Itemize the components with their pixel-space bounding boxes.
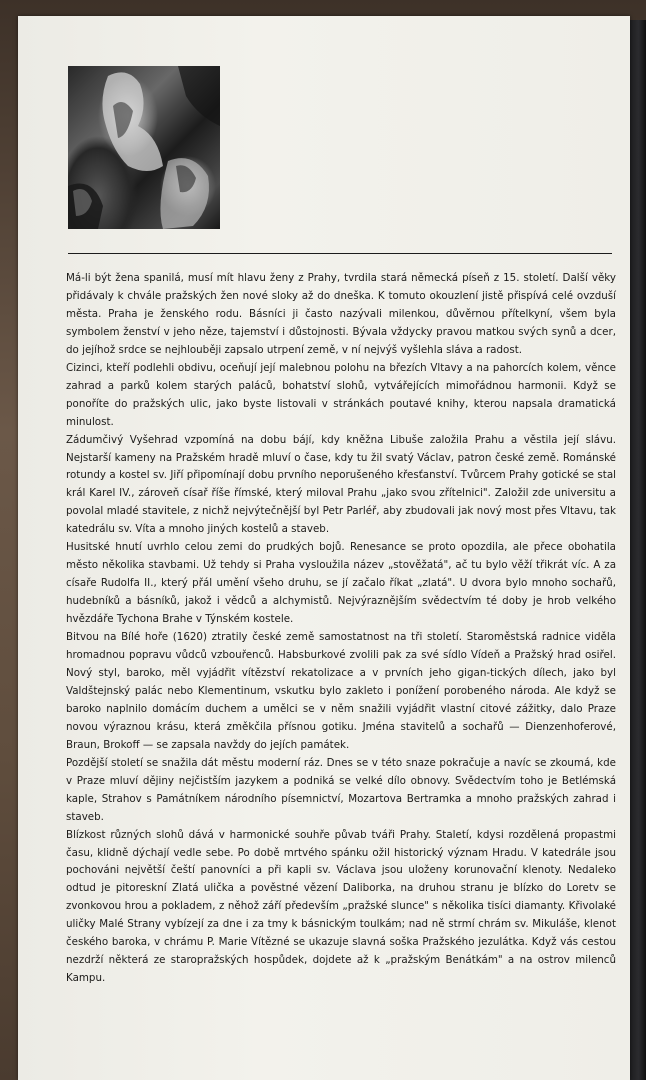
paragraph: Blízkost různých slohů dává v harmonické souhře půvab tváři Prahy. Staletí, kdysi rozdělená propastmi času, klidně dýchají vedle sebe. Po době mrtvého spánku ožil historický význam Hradu. V katedrále jsou pochováni největší čeští panovníci a při kapli sv. Václava jsou uloženy korunovační klenoty. Nedaleko odtud je pitoreskní Zlatá ulička a pověstné vězení Daliborka, na druhou stranu je blízko do Loretv se zvonkovou hrou a pokladem, z něhož září především „pražské slunce" s několika tisíci diamanty. Křivolaké uličky Malé Strany vybízejí za dne i za tmy k básnickým toulkám; nad ně strmí chrám sv. Mikuláše, klenot českého baroka, v chrámu P. Marie Vítězné se ukazuje slavná soška Pražského jezulátka. Když vás cestou nezdrží některá ze staropražských hospůdek, dojdete až k „pražským Benátkám" a na ostrov milenců Kampu.	[66, 828, 616, 985]
paragraph: Bitvou na Bílé hoře (1620) ztratily české země samostatnost na tři století. Staroměstská radnice viděla hromadnou popravu vůdců vzbouřenců. Habsburkové zvolili pak za své sídlo Vídeň a Pražský hrad osiřel. Nový styl, baroko, měl vyjádřit vítězství rekatolizace a v prvních jeho gigan-tických dílech, jako byl Valdštejnský palác nebo Klementinum, vskutku bylo zakleto i ponížení porobeného národa. Ale když se baroko naplnilo domácím duchem a umělci se v něm snažili vyjádřit vlastní citové zážitky, dalo Praze novou výraznou krásu, která změkčila přísnou gotiku. Jména stavitelů a sochařů — Dienzenhoferové, Braun, Brokoff — se zapsala navždy do jejích památek.	[66, 631, 616, 751]
paragraph: Zádumčivý Vyšehrad vzpomíná na dobu bájí, kdy kněžna Libuše založila Prahu a věstila její slávu. Nejstarší kameny na Pražském hradě mluví o čase, kdy tu žil svatý Václav, patron české země. Románské rotundy a kostel sv. Jiří připomínají dobu prvního neporušeného křesťanství. Tvůrcem Prahy gotické se stal král Karel IV., zároveň císař říše římské, který miloval Prahu „jako svou zřítelnici". Založil zde universitu a povolal mladé stavitele, z nichž nejvýtečnější byl Petr Parléř, aby zbudovali jak nový most přes Vltavu, tak katedrálu sv. Víta a mnoho jiných kostelů a staveb.	[66, 433, 616, 536]
paragraph: Pozdější století se snažila dát městu moderní ráz. Dnes se v této snaze pokračuje a navíc se zkoumá, kde v Praze mluví dějiny nejčistším jazykem a podniká se velké dílo obnovy. Svědectvím toho je Betlémská kaple, Strahov s Památníkem národního písemnictví, Mozartova Bertramka a mnoho pražských zahrad i staveb.	[66, 756, 616, 823]
paragraph: Cizinci, kteří podlehli obdivu, oceňují její malebnou polohu na březích Vltavy a na pahorcích kolem, věnce zahrad a parků kolem starých paláců, bohatství slohů, vytvářejících mimořádnou harmonii. Když se ponoříte do pražských ulic, jako byste listovali v stránkách poutavé knihy, kterou napsala dramatická minulost.	[66, 361, 616, 428]
paragraph: Husitské hnutí uvrhlo celou zemi do prudkých bojů. Renesance se proto opozdila, ale přece obohatila město několika stavbami. Už tehdy si Praha vysloužila název „stověžatá", ač tu bylo věží třikrát víc. A za císaře Rudolfa II., který přál umění všeho druhu, se jí začalo říkat „zlatá". U dvora bylo mnoho sochařů, hudebníků a básníků, jakož i vědců a alchymistů. Nejvýraznějším svědectvím té doby je hrob velkého hvězdáře Tychona Brahe v Týnském kostele.	[66, 541, 616, 626]
paragraph: Má-li být žena spanilá, musí mít hlavu ženy z Prahy, tvrdila stará německá píseň z 15. století. Další věky přidávaly k chvále pražských žen nové sloky až do dneška. K tomuto okouzlení jistě přispívá celé ovzduší města. Praha je ženského rodu. Básníci ji často nazývali milenkou, důvěrnou přítelkyní, všem byla symbolem ženství v jeho něze, tajemství i důstojnosti. Bývala vždycky pravou matkou svých synů a dcer, do jejíhož srdce se nejhlouběji zapsalo utrpení země, v ní nejvýš vyšlehla sláva a radost.	[66, 272, 616, 356]
book-page	[18, 16, 630, 1080]
book-spine	[628, 20, 646, 1080]
sculpture-figures-image	[68, 66, 220, 229]
body-text	[66, 270, 616, 988]
sculpture-photo	[68, 66, 220, 229]
horizontal-rule	[68, 253, 612, 254]
